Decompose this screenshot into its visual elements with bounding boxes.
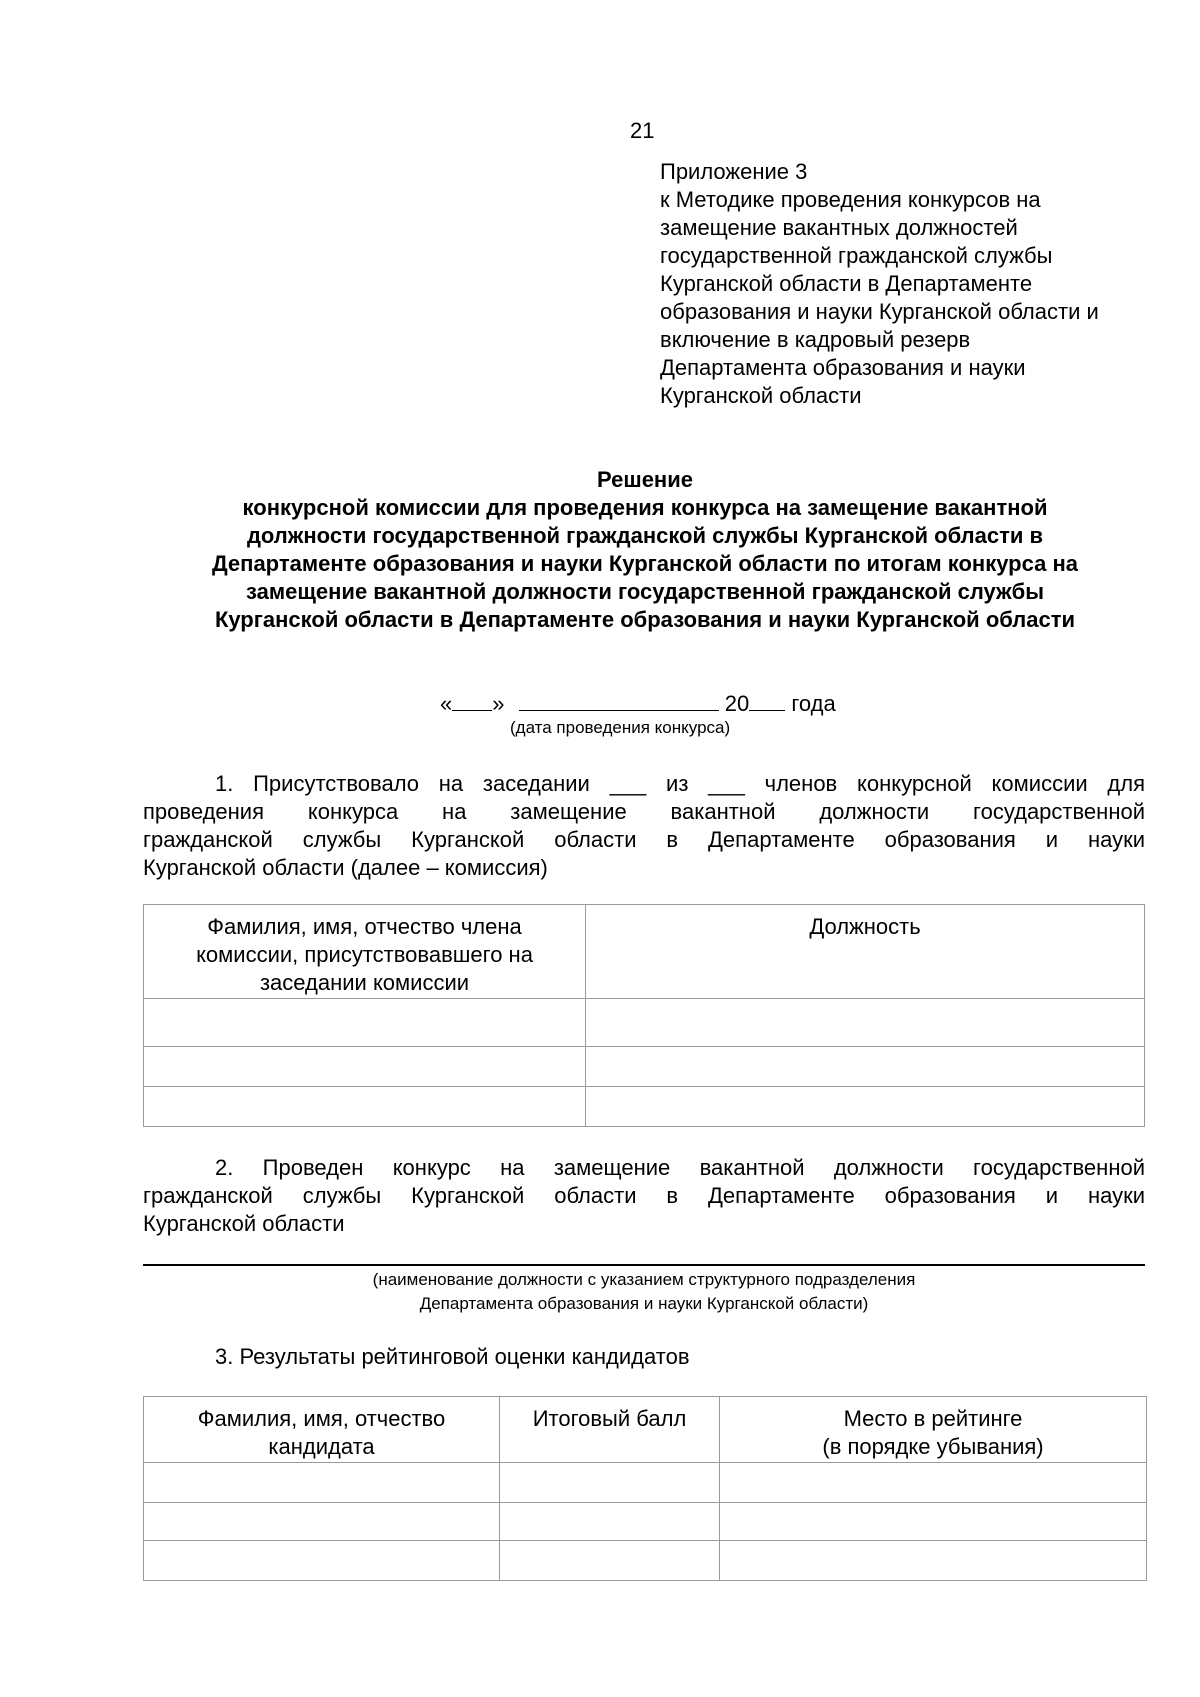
table-header-row (144, 1397, 1147, 1463)
title-line: конкурсной комиссии для проведения конкурса на замещение вакантной (242, 495, 1048, 520)
rating-results-table (143, 1396, 1147, 1581)
annex-line: государственной гражданской службы (660, 243, 1053, 268)
table-row (144, 1047, 1145, 1087)
table-row (144, 1541, 1147, 1581)
section-3-heading: 3. Результаты рейтинговой оценки кандидатов (215, 1344, 690, 1369)
date-close-quote: » (492, 691, 505, 716)
table-cell[interactable] (586, 1047, 1145, 1087)
header-text: Фамилия, имя, отчество члена (207, 914, 522, 939)
header-cell-rank (720, 1397, 1147, 1463)
header-text: заседании комиссии (259, 970, 470, 995)
table-cell[interactable] (144, 999, 586, 1047)
table-row (144, 1503, 1147, 1541)
section-2-line: 2. Проведен конкурс на замещение вакантной должности государственной (215, 1155, 1145, 1180)
section-1-line: Курганской области (далее – комиссия) (143, 855, 548, 880)
annex-line: Курганской области (660, 383, 862, 408)
table-row (144, 1463, 1147, 1503)
annex-line: Приложение 3 (660, 159, 808, 184)
header-text: (в порядке убывания) (822, 1434, 1044, 1459)
section-2-line: гражданской службы Курганской области в Департаменте образования и науки (143, 1183, 1145, 1208)
table-header-row (144, 905, 1145, 999)
commission-members-table (143, 904, 1145, 1127)
header-cell-name (144, 905, 586, 999)
table-cell[interactable] (500, 1463, 720, 1503)
title-line: Департаменте образования и науки Курганской области по итогам конкурса на (211, 551, 1078, 576)
year-blank[interactable] (749, 690, 785, 711)
caption-line: (наименование должности с указанием структурного подразделения (372, 1270, 916, 1289)
date-caption: (дата проведения конкурса) (510, 718, 731, 737)
position-name-blank[interactable] (143, 1264, 1145, 1266)
section-1-line: 1. Присутствовало на заседании ___ из ___ членов конкурсной комиссии для (215, 771, 1145, 796)
year-prefix: 20 (724, 691, 750, 716)
annex-line: замещение вакантных должностей (660, 215, 1018, 240)
table-cell[interactable] (720, 1463, 1147, 1503)
table-cell[interactable] (500, 1503, 720, 1541)
header-text: комиссии, присутствовавшего на (196, 942, 533, 967)
table-cell[interactable] (586, 1087, 1145, 1127)
section-2-paragraph (143, 1154, 1145, 1238)
header-cell-score (500, 1397, 720, 1463)
header-text: Должность (809, 914, 921, 939)
year-suffix: года (791, 691, 836, 716)
page-number: 21 (630, 118, 655, 143)
header-text: Фамилия, имя, отчество (197, 1406, 446, 1431)
table-cell[interactable] (720, 1503, 1147, 1541)
header-cell-position (586, 905, 1145, 999)
annex-line: Курганской области в Департаменте (660, 271, 1033, 296)
date-field (440, 690, 836, 717)
table-cell[interactable] (144, 1087, 586, 1127)
annex-line: к Методике проведения конкурсов на (660, 187, 1041, 212)
caption-line: Департамента образования и науки Курганской области) (419, 1294, 869, 1313)
table-cell[interactable] (144, 1503, 500, 1541)
day-blank[interactable] (452, 690, 492, 711)
table-cell[interactable] (500, 1541, 720, 1581)
table-cell[interactable] (144, 1463, 500, 1503)
table-cell[interactable] (720, 1541, 1147, 1581)
header-text: Место в рейтинге (843, 1406, 1023, 1431)
date-open-quote: « (440, 691, 453, 716)
section-1-paragraph (143, 770, 1145, 882)
table-cell[interactable] (144, 1541, 500, 1581)
section-1-line: гражданской службы Курганской области в Департаменте образования и науки (143, 827, 1145, 852)
section-1-line: проведения конкурса на замещение вакантной должности государственной (143, 799, 1145, 824)
annex-line: включение в кадровый резерв (660, 327, 971, 352)
title-line: Курганской области в Департаменте образования и науки Курганской области (214, 607, 1076, 632)
title-line: должности государственной гражданской службы Курганской области в (246, 523, 1044, 548)
header-text: Итоговый балл (532, 1406, 687, 1431)
table-cell[interactable] (144, 1047, 586, 1087)
annex-line: Департамента образования и науки (660, 355, 1026, 380)
annex-reference (660, 158, 1180, 410)
header-text: кандидата (268, 1434, 375, 1459)
month-blank[interactable] (519, 690, 719, 711)
annex-line: образования и науки Курганской области и (660, 299, 1099, 324)
section-2-line: Курганской области (143, 1211, 345, 1236)
table-row (144, 1087, 1145, 1127)
document-title (100, 466, 1190, 634)
title-line: замещение вакантной должности государственной гражданской службы (245, 579, 1045, 604)
header-cell-candidate (144, 1397, 500, 1463)
position-caption (143, 1268, 1145, 1316)
title-heading: Решение (597, 467, 693, 492)
table-cell[interactable] (586, 999, 1145, 1047)
table-row (144, 999, 1145, 1047)
